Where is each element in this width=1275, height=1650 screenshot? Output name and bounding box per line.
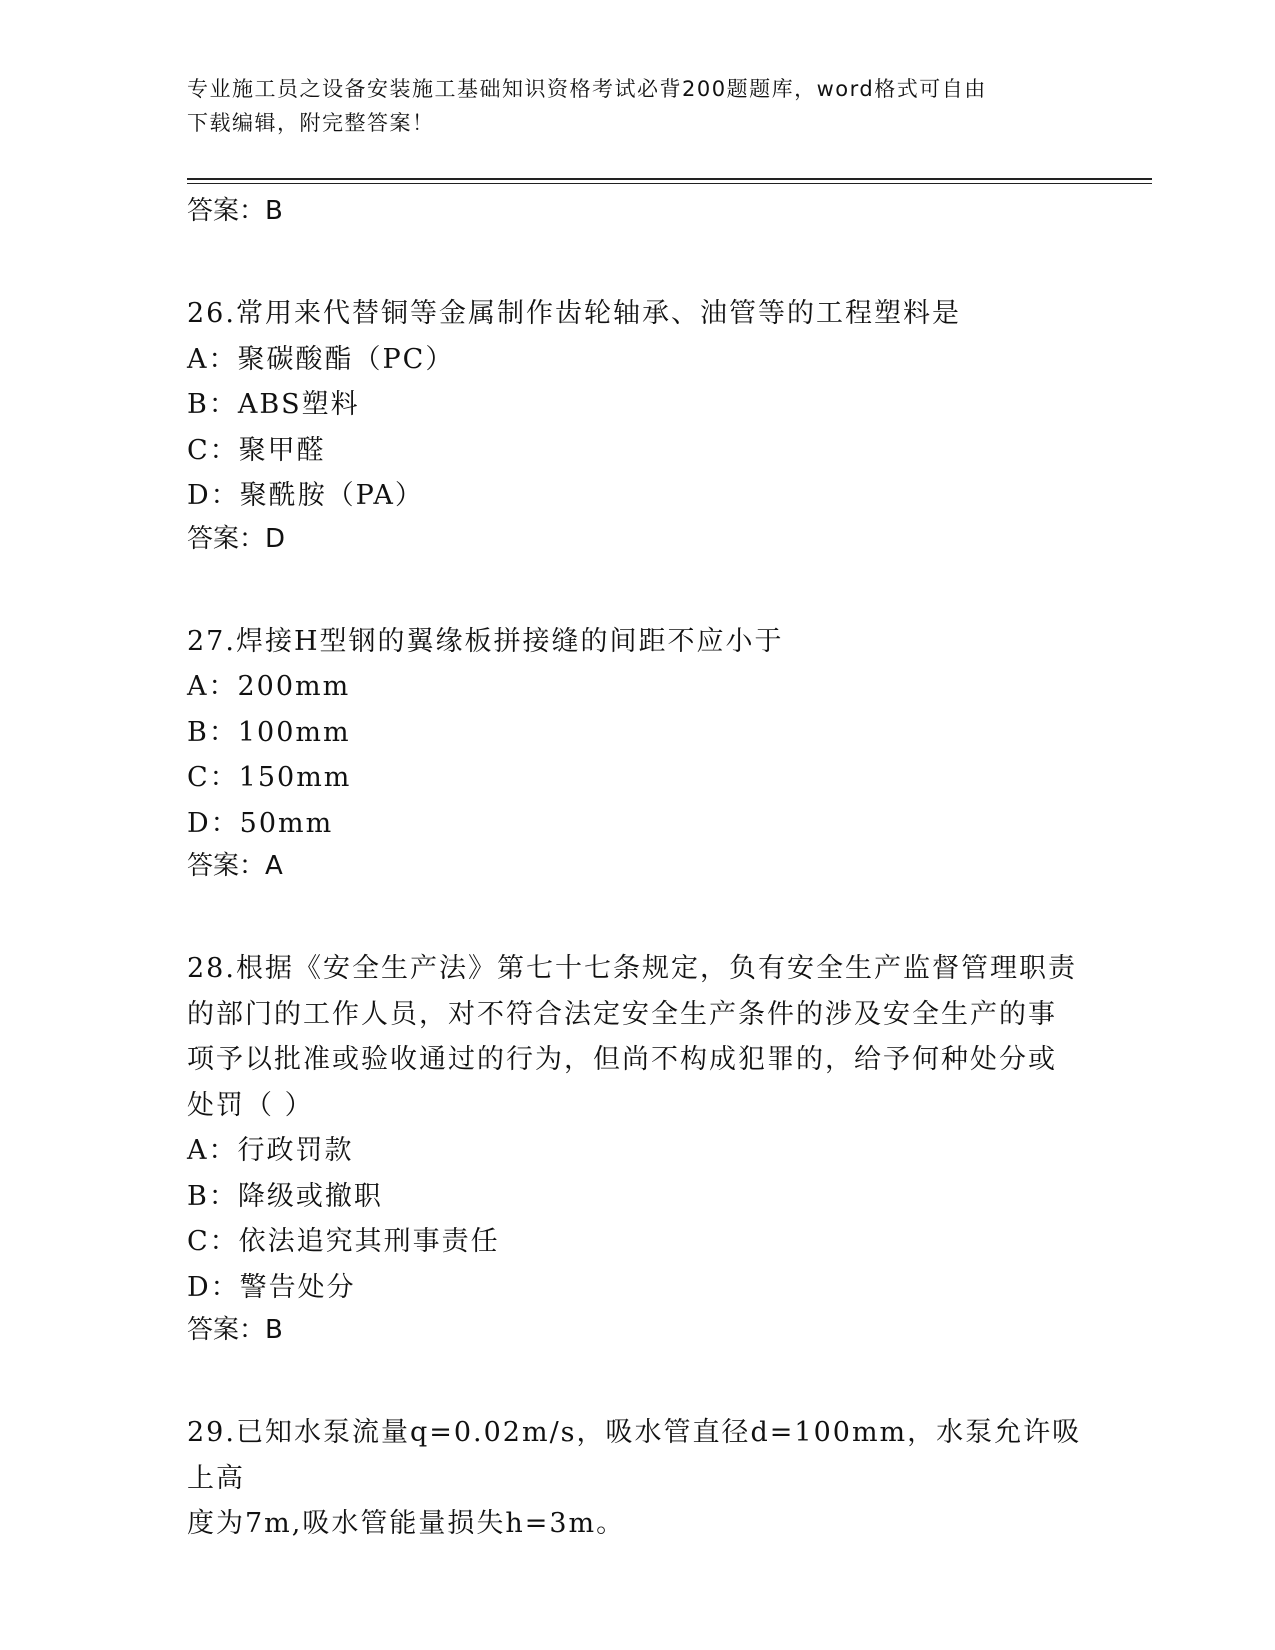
header-rule-thick [187,178,1152,180]
answer-26: 答案：D [187,523,286,554]
question-27-option-b: B：100mm [187,716,351,748]
document-header [187,72,1087,140]
question-27-option-c: C：150mm [187,762,352,793]
question-list [187,191,1087,1547]
question-26 [187,291,1087,559]
question-28 [187,946,1087,1350]
question-27-option-d: D：50mm [187,807,334,839]
answer-25: 答案：B [187,196,283,226]
question-29 [187,1410,1087,1547]
question-28-text-line-3: 项予以批准或验收通过的行为，但尚不构成犯罪的，给予何种处分或 [187,1044,1057,1075]
question-26-option-c: C：聚甲醛 [187,434,326,466]
question-26-option-b: B：ABS塑料 [187,389,360,420]
question-27-option-a: A：200mm [187,671,351,702]
question-29-text-line-2: 度为7m,吸水管能量损失h=3m。 [187,1508,626,1539]
header-rule-thin [187,183,1152,184]
question-28-option-a: A：行政罚款 [187,1135,354,1166]
question-28-text-line-4: 处罚（ ） [187,1089,314,1121]
question-26-option-d: D：聚酰胺（PA） [187,480,424,511]
question-28-option-c: C：依法追究其刑事责任 [187,1226,500,1257]
question-26-option-a: A：聚碳酸酯（PC） [187,343,455,375]
question-28-option-b: B：降级或撤职 [187,1180,383,1212]
header-line-1: 专业施工员之设备安装施工基础知识资格考试必背200题题库，word格式可自由 [187,77,987,101]
question-29-text-line-1: 29.已知水泵流量q=0.02m/s，吸水管直径d=100mm，水泵允许吸上高 [187,1417,1082,1494]
question-27-text: 27.焊接H型钢的翼缘板拼接缝的间距不应小于 [187,625,784,657]
question-27 [187,619,1087,887]
answer-28: 答案：B [187,1315,283,1345]
question-28-text-line-2: 的部门的工作人员，对不符合法定安全生产条件的涉及安全生产的事 [187,998,1057,1030]
question-26-text: 26.常用来代替铜等金属制作齿轮轴承、油管等的工程塑料是 [187,298,961,329]
question-28-text-line-1: 28.根据《安全生产法》第七十七条规定，负有安全生产监督管理职责 [187,953,1077,984]
header-line-2: 下载编辑，附完整答案！ [187,111,435,135]
answer-27: 答案：A [187,851,283,881]
question-28-option-d: D：警告处分 [187,1271,356,1303]
